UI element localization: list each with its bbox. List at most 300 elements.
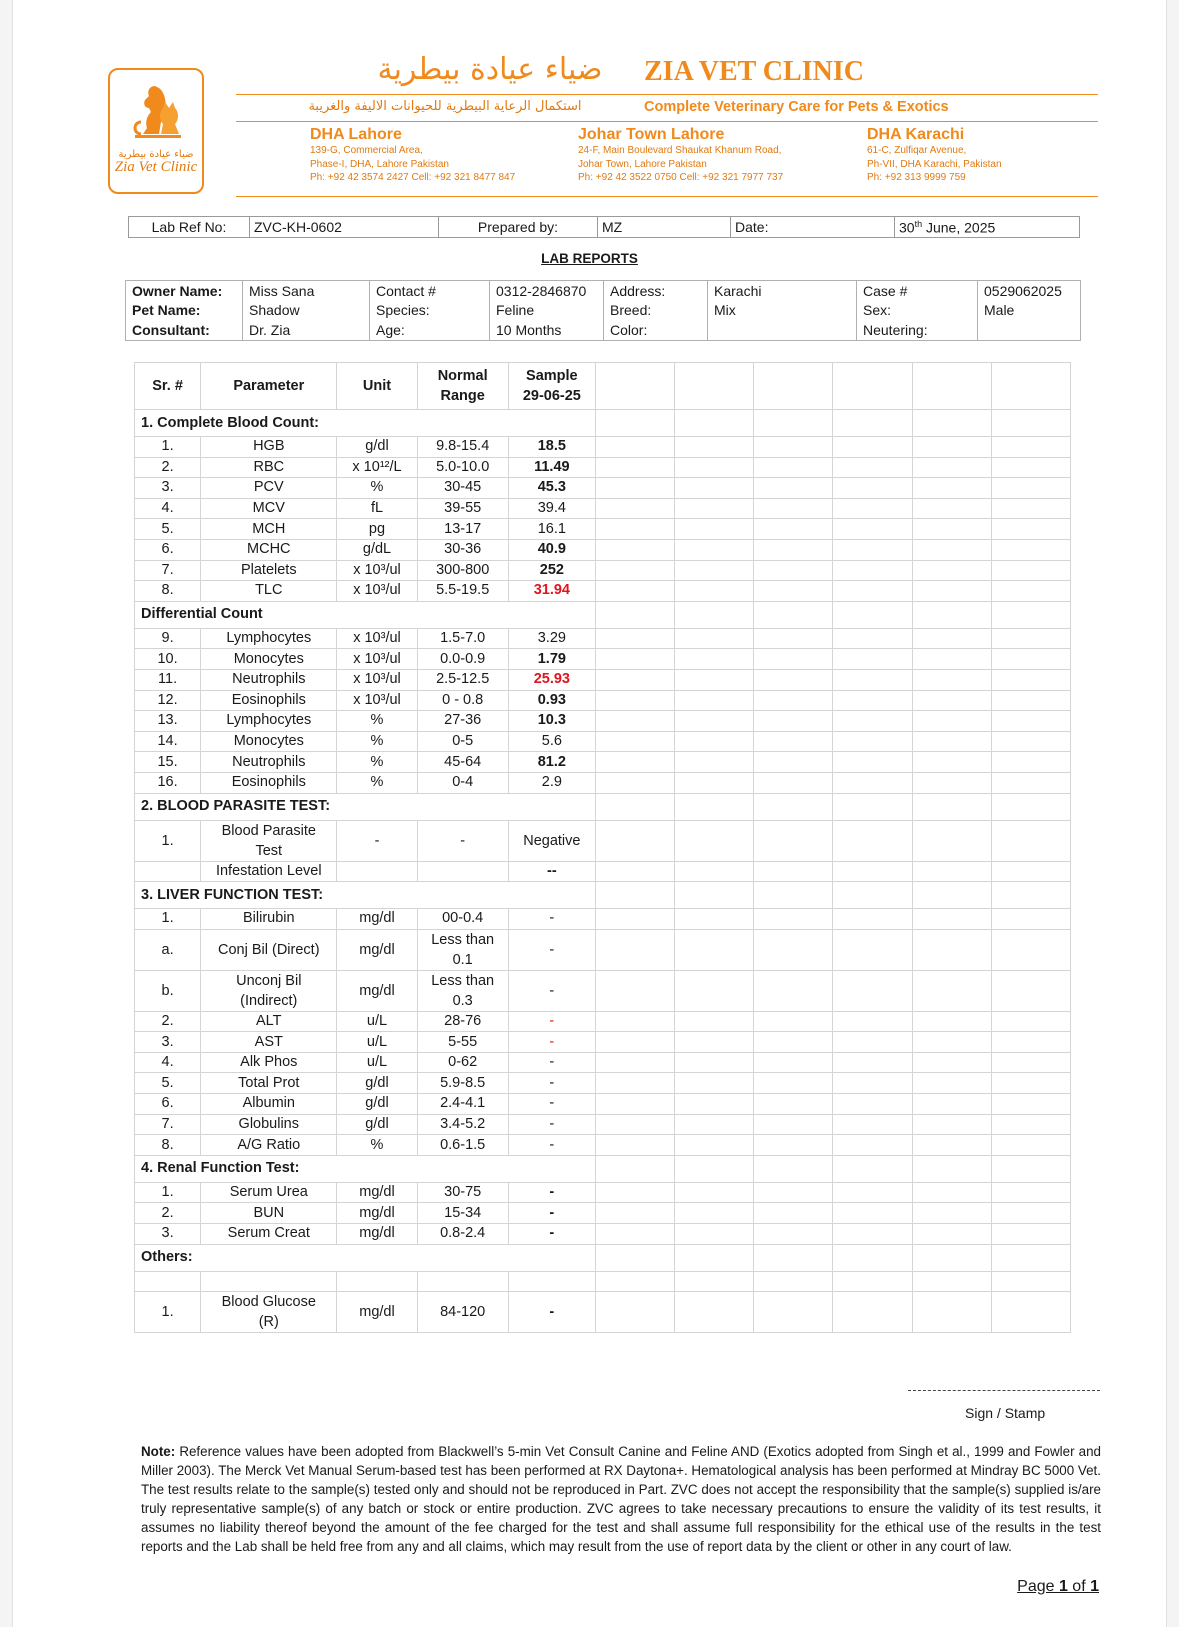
- unit: %: [337, 752, 417, 773]
- sample-value: 40.9: [508, 539, 595, 560]
- sr-number: 1.: [135, 820, 201, 861]
- empty-cell: [833, 1155, 912, 1182]
- parameter-name: Platelets: [201, 560, 337, 581]
- parameter-name: Alk Phos: [201, 1052, 337, 1073]
- empty-cell: [754, 1155, 833, 1182]
- normal-range: 5.9-8.5: [417, 1073, 508, 1094]
- sr-number: 15.: [135, 752, 201, 773]
- sample-value: 1.79: [508, 649, 595, 670]
- empty-cell: [508, 1271, 595, 1292]
- empty-cell: [991, 731, 1070, 752]
- unit: fL: [337, 498, 417, 519]
- parameter-name: Eosinophils: [201, 690, 337, 711]
- unit: -: [337, 820, 417, 861]
- empty-cell: [675, 970, 754, 1011]
- empty-cell: [754, 1073, 833, 1094]
- parameter-name: Blood Glucose (R): [201, 1292, 337, 1333]
- sr-number: 1.: [135, 1182, 201, 1203]
- empty-cell: [991, 690, 1070, 711]
- empty-cell: [595, 498, 674, 519]
- parameter-name: Infestation Level: [201, 861, 337, 882]
- empty-cell: [833, 628, 912, 649]
- normal-range: 30-45: [417, 478, 508, 499]
- branch-phone: Ph: +92 313 9999 759: [867, 172, 966, 183]
- liver-row: [135, 1011, 1071, 1032]
- empty-cell: [912, 1155, 991, 1182]
- normal-range: 3.4-5.2: [417, 1114, 508, 1135]
- empty-cell: [754, 1292, 833, 1333]
- empty-cell: [675, 929, 754, 970]
- empty-cell: [833, 410, 912, 437]
- empty-cell: [991, 1114, 1070, 1135]
- sr-number: 13.: [135, 711, 201, 732]
- empty-cell: [595, 1244, 674, 1271]
- sample-value: -: [508, 1114, 595, 1135]
- empty-cell: [991, 560, 1070, 581]
- empty-cell: [833, 793, 912, 820]
- empty-cell: [595, 690, 674, 711]
- empty-cell: [754, 772, 833, 793]
- cbc-row: [135, 437, 1071, 458]
- unit: mg/dl: [337, 1203, 417, 1224]
- unit: mg/dl: [337, 1182, 417, 1203]
- unit: x 10³/ul: [337, 560, 417, 581]
- unit: %: [337, 772, 417, 793]
- sample-value: 16.1: [508, 519, 595, 540]
- empty-cell: [991, 772, 1070, 793]
- unit: %: [337, 731, 417, 752]
- empty-cell: [912, 628, 991, 649]
- header-rule: [236, 196, 1098, 197]
- empty-cell: [754, 649, 833, 670]
- unit: g/dl: [337, 437, 417, 458]
- empty-cell: [912, 820, 991, 861]
- empty-cell: [754, 601, 833, 628]
- branch-dha-lahore: [310, 126, 515, 185]
- empty-cell: [912, 478, 991, 499]
- parameter-name: Globulins: [201, 1114, 337, 1135]
- sr-number: 16.: [135, 772, 201, 793]
- breed-label: Breed:: [604, 301, 708, 321]
- empty-cell: [595, 1292, 674, 1333]
- sr-number: 10.: [135, 649, 201, 670]
- parameter-name: Bilirubin: [201, 909, 337, 930]
- empty-cell: [833, 970, 912, 1011]
- neutering-value: [978, 320, 1081, 340]
- empty-cell: [833, 1135, 912, 1156]
- empty-cell: [833, 539, 912, 560]
- address-value: Karachi: [708, 281, 857, 301]
- address-label: Address:: [604, 281, 708, 301]
- empty-cell: [912, 581, 991, 602]
- branch-address: 24-F, Main Boulevard Shaukat Khanum Road,: [578, 145, 782, 156]
- signature-label: Sign / Stamp: [965, 1405, 1046, 1421]
- empty-cell: [991, 478, 1070, 499]
- parameter-name: Monocytes: [201, 731, 337, 752]
- cbc-row: [135, 478, 1071, 499]
- empty-cell: [595, 410, 674, 437]
- parameter-name: Eosinophils: [201, 772, 337, 793]
- section-liver: [135, 882, 1071, 909]
- section-title: 2. BLOOD PARASITE TEST:: [135, 793, 596, 820]
- empty-cell: [991, 1094, 1070, 1115]
- lab-results-table: [134, 362, 1071, 1333]
- parameter-name: PCV: [201, 478, 337, 499]
- sex-label: Sex:: [857, 301, 978, 321]
- empty-cell: [833, 1182, 912, 1203]
- empty-cell: [595, 1011, 674, 1032]
- unit: g/dl: [337, 1073, 417, 1094]
- parameter-name: Neutrophils: [201, 669, 337, 690]
- empty-cell: [754, 519, 833, 540]
- empty-cell: [991, 970, 1070, 1011]
- liver-row: [135, 1114, 1071, 1135]
- liver-row: [135, 1032, 1071, 1053]
- branch-address: Ph-VII, DHA Karachi, Pakistan: [867, 158, 1002, 170]
- col-sample: Sample 29-06-25: [508, 363, 595, 410]
- normal-range: 0-4: [417, 772, 508, 793]
- empty-cell: [991, 498, 1070, 519]
- empty-cell: [991, 820, 1070, 861]
- empty-cell: [675, 1271, 754, 1292]
- empty-cell: [833, 820, 912, 861]
- empty-cell: [912, 437, 991, 458]
- sr-number: 6.: [135, 1094, 201, 1115]
- empty-cell: [833, 1244, 912, 1271]
- empty-cell: [833, 669, 912, 690]
- empty-cell: [991, 1182, 1070, 1203]
- normal-range: Less than 0.3: [417, 970, 508, 1011]
- sample-value: 39.4: [508, 498, 595, 519]
- empty-cell: [833, 363, 912, 410]
- sr-number: 4.: [135, 498, 201, 519]
- cbc-row: [135, 539, 1071, 560]
- empty-cell: [833, 457, 912, 478]
- sample-value: 11.49: [508, 457, 595, 478]
- empty-cell: [595, 882, 674, 909]
- col-normal-range: Normal Range: [417, 363, 508, 410]
- empty-cell: [754, 711, 833, 732]
- empty-cell: [337, 1271, 417, 1292]
- empty-cell: [833, 437, 912, 458]
- page-edge-left: [0, 0, 13, 1627]
- unit: u/L: [337, 1032, 417, 1053]
- empty-cell: [991, 457, 1070, 478]
- empty-cell: [754, 1224, 833, 1245]
- empty-cell: [912, 560, 991, 581]
- case-value: 0529062025: [978, 281, 1081, 301]
- normal-range: 27-36: [417, 711, 508, 732]
- tagline: Complete Veterinary Care for Pets & Exotics: [644, 99, 949, 115]
- empty-cell: [675, 1224, 754, 1245]
- sample-value: Negative: [508, 820, 595, 861]
- empty-cell: [675, 581, 754, 602]
- header-rule: [236, 121, 1098, 122]
- empty-cell: [675, 752, 754, 773]
- empty-cell: [675, 690, 754, 711]
- brand-name: ZIA VET CLINIC: [644, 56, 864, 87]
- normal-range: 30-75: [417, 1182, 508, 1203]
- empty-cell: [595, 820, 674, 861]
- others-row: [135, 1292, 1071, 1333]
- sr-number: [135, 861, 201, 882]
- section-renal: [135, 1155, 1071, 1182]
- empty-cell: [833, 519, 912, 540]
- empty-cell: [675, 519, 754, 540]
- empty-cell: [754, 793, 833, 820]
- empty-cell: [595, 539, 674, 560]
- empty-cell: [675, 478, 754, 499]
- empty-cell: [675, 628, 754, 649]
- empty-cell: [595, 1271, 674, 1292]
- unit: mg/dl: [337, 929, 417, 970]
- sample-value: -: [508, 1011, 595, 1032]
- consultant-value: Dr. Zia: [243, 320, 370, 340]
- parameter-name: Conj Bil (Direct): [201, 929, 337, 970]
- parameter-name: MCH: [201, 519, 337, 540]
- empty-cell: [991, 882, 1070, 909]
- page-indicator: Page 1 of 1: [1017, 1578, 1099, 1595]
- renal-row: [135, 1182, 1071, 1203]
- empty-cell: [754, 437, 833, 458]
- sample-value: -: [508, 1292, 595, 1333]
- empty-cell: [912, 1032, 991, 1053]
- note-label: Note:: [141, 1444, 176, 1459]
- species-label: Species:: [370, 301, 490, 321]
- sample-value: -: [508, 1182, 595, 1203]
- empty-cell: [595, 1224, 674, 1245]
- empty-cell: [991, 1032, 1070, 1053]
- cbc-row: [135, 560, 1071, 581]
- logo-arabic-text: ضياء عيادة بيطرية: [118, 149, 194, 160]
- empty-cell: [135, 1271, 201, 1292]
- owner-name-label: Owner Name:: [126, 281, 243, 301]
- normal-range: 5-55: [417, 1032, 508, 1053]
- col-unit: Unit: [337, 363, 417, 410]
- empty-cell: [675, 1114, 754, 1135]
- cbc-row: [135, 519, 1071, 540]
- sample-value: 18.5: [508, 437, 595, 458]
- empty-cell: [991, 1135, 1070, 1156]
- empty-cell: [595, 772, 674, 793]
- table-header: [135, 363, 1071, 410]
- sr-number: 8.: [135, 1135, 201, 1156]
- normal-range: 5.5-19.5: [417, 581, 508, 602]
- branch-phone: Ph: +92 42 3574 2427 Cell: +92 321 8477 847: [310, 172, 516, 183]
- empty-cell: [595, 1032, 674, 1053]
- empty-cell: [991, 909, 1070, 930]
- empty-cell: [912, 1114, 991, 1135]
- empty-cell: [675, 1292, 754, 1333]
- empty-cell: [675, 560, 754, 581]
- empty-cell: [675, 861, 754, 882]
- sample-value: -: [508, 929, 595, 970]
- empty-cell: [833, 1271, 912, 1292]
- empty-cell: [675, 601, 754, 628]
- empty-cell: [595, 929, 674, 970]
- empty-cell: [991, 861, 1070, 882]
- empty-cell: [833, 909, 912, 930]
- parameter-name: MCHC: [201, 539, 337, 560]
- empty-cell: [754, 628, 833, 649]
- unit: mg/dl: [337, 1224, 417, 1245]
- empty-cell: [912, 861, 991, 882]
- empty-cell: [675, 1094, 754, 1115]
- section-title: 3. LIVER FUNCTION TEST:: [135, 882, 596, 909]
- lab-ref-label: Lab Ref No:: [129, 217, 250, 238]
- empty-cell: [595, 1135, 674, 1156]
- empty-cell: [754, 752, 833, 773]
- empty-cell: [595, 601, 674, 628]
- empty-cell: [754, 478, 833, 499]
- unit: g/dL: [337, 539, 417, 560]
- empty-cell: [833, 581, 912, 602]
- empty-cell: [991, 1244, 1070, 1271]
- empty-cell: [991, 929, 1070, 970]
- empty-cell: [675, 1032, 754, 1053]
- unit: %: [337, 478, 417, 499]
- empty-cell: [991, 669, 1070, 690]
- normal-range: 39-55: [417, 498, 508, 519]
- empty-cell: [754, 861, 833, 882]
- empty-cell: [833, 690, 912, 711]
- unit: mg/dl: [337, 970, 417, 1011]
- liver-row: [135, 929, 1071, 970]
- empty-cell: [912, 1052, 991, 1073]
- empty-cell: [595, 1182, 674, 1203]
- pets-logo-icon: [125, 82, 187, 144]
- sr-number: 1.: [135, 437, 201, 458]
- empty-cell: [595, 1114, 674, 1135]
- unit: [337, 861, 417, 882]
- empty-cell: [595, 560, 674, 581]
- empty-cell: [912, 519, 991, 540]
- parameter-name: Neutrophils: [201, 752, 337, 773]
- empty-cell: [675, 1244, 754, 1271]
- empty-cell: [754, 882, 833, 909]
- date-label: Date:: [731, 217, 895, 238]
- empty-cell: [754, 581, 833, 602]
- normal-range: 28-76: [417, 1011, 508, 1032]
- empty-cell: [912, 752, 991, 773]
- empty-cell: [595, 649, 674, 670]
- empty-cell: [595, 731, 674, 752]
- unit: x 10³/ul: [337, 581, 417, 602]
- empty-cell: [912, 690, 991, 711]
- disclaimer-note: [141, 1442, 1101, 1556]
- empty-cell: [417, 1271, 508, 1292]
- parameter-name: MCV: [201, 498, 337, 519]
- color-label: Color:: [604, 320, 708, 340]
- empty-cell: [912, 1011, 991, 1032]
- empty-cell: [991, 1155, 1070, 1182]
- renal-row: [135, 1203, 1071, 1224]
- branch-name: Johar Town Lahore: [578, 126, 725, 143]
- parameter-name: Serum Urea: [201, 1182, 337, 1203]
- empty-cell: [991, 581, 1070, 602]
- empty-cell: [991, 1052, 1070, 1073]
- sample-value: 31.94: [508, 581, 595, 602]
- empty-cell: [675, 1011, 754, 1032]
- sr-number: a.: [135, 929, 201, 970]
- sr-number: 3.: [135, 478, 201, 499]
- empty-cell: [595, 909, 674, 930]
- sample-value: -: [508, 1052, 595, 1073]
- empty-cell: [675, 731, 754, 752]
- empty-cell: [991, 601, 1070, 628]
- empty-cell: [833, 1114, 912, 1135]
- unit: u/L: [337, 1052, 417, 1073]
- empty-cell: [595, 1052, 674, 1073]
- unit: x 10³/ul: [337, 649, 417, 670]
- differential-row: [135, 669, 1071, 690]
- empty-cell: [833, 1073, 912, 1094]
- empty-cell: [754, 909, 833, 930]
- spacer-row: [135, 1271, 1071, 1292]
- normal-range: -: [417, 820, 508, 861]
- empty-cell: [754, 1244, 833, 1271]
- liver-row: [135, 1135, 1071, 1156]
- sample-value: 10.3: [508, 711, 595, 732]
- empty-cell: [991, 519, 1070, 540]
- note-text: Reference values have been adopted from Blackwell’s 5-min Vet Consult Canine and Feline AND (Exotics adopted from Singh et al., 1999 and Fowler and Miller 2003). The Merck Vet Manual Serum-based test has been performed at RX Daytona+. Hematological analysis has been performed at Mindray BC 5000 Vet. The test results relate to the sample(s) tested only and should not be reproduced in Part. ZVC does not accept the responsibility that the sample(s) supplied is/are truly representative sample(s) of any batch or stock or entire production. ZVC agrees to take necessary precautions to ensure the validity of its test results, it assumes no liability thereof beyond the amount of the fee charged for the test and shall assume full responsibility for the ethical use of the results in the test reports and the Lab shall be held free from any and all claims, which may result from the use of report data by the client or other in any court of law.: [141, 1444, 1101, 1554]
- branch-address: Phase-I, DHA, Lahore Pakistan: [310, 158, 449, 170]
- empty-cell: [595, 478, 674, 499]
- empty-cell: [991, 437, 1070, 458]
- empty-cell: [201, 1271, 337, 1292]
- normal-range: 45-64: [417, 752, 508, 773]
- section-blood-parasite: [135, 793, 1071, 820]
- empty-cell: [912, 457, 991, 478]
- empty-cell: [912, 882, 991, 909]
- breed-value: Mix: [708, 301, 857, 321]
- owner-name-value: Miss Sana: [243, 281, 370, 301]
- normal-range: 9.8-15.4: [417, 437, 508, 458]
- logo-english-text: Zia Vet Clinic: [114, 159, 198, 175]
- unit: u/L: [337, 1011, 417, 1032]
- pet-name-value: Shadow: [243, 301, 370, 321]
- empty-cell: [595, 437, 674, 458]
- cbc-row: [135, 498, 1071, 519]
- color-value: [708, 320, 857, 340]
- parameter-name: Total Prot: [201, 1073, 337, 1094]
- parameter-name: HGB: [201, 437, 337, 458]
- lab-ref-value: ZVC-KH-0602: [250, 217, 439, 238]
- empty-cell: [833, 1032, 912, 1053]
- branch-address: Johar Town, Lahore Pakistan: [578, 158, 707, 170]
- branch-address: 61-C, Zulfiqar Avenue,: [867, 145, 967, 156]
- sample-value: 5.6: [508, 731, 595, 752]
- empty-cell: [912, 1073, 991, 1094]
- parameter-name: A/G Ratio: [201, 1135, 337, 1156]
- empty-cell: [991, 628, 1070, 649]
- sr-number: 1.: [135, 909, 201, 930]
- normal-range: 0-62: [417, 1052, 508, 1073]
- empty-cell: [912, 970, 991, 1011]
- empty-cell: [833, 1292, 912, 1333]
- empty-cell: [991, 793, 1070, 820]
- empty-cell: [595, 1203, 674, 1224]
- empty-cell: [991, 1292, 1070, 1333]
- sr-number: 3.: [135, 1032, 201, 1053]
- empty-cell: [675, 669, 754, 690]
- empty-cell: [595, 1094, 674, 1115]
- liver-row: [135, 970, 1071, 1011]
- sample-value: -: [508, 1224, 595, 1245]
- branch-johar-town: [578, 126, 783, 185]
- empty-cell: [595, 793, 674, 820]
- branch-address: 139-G, Commercial Area,: [310, 145, 423, 156]
